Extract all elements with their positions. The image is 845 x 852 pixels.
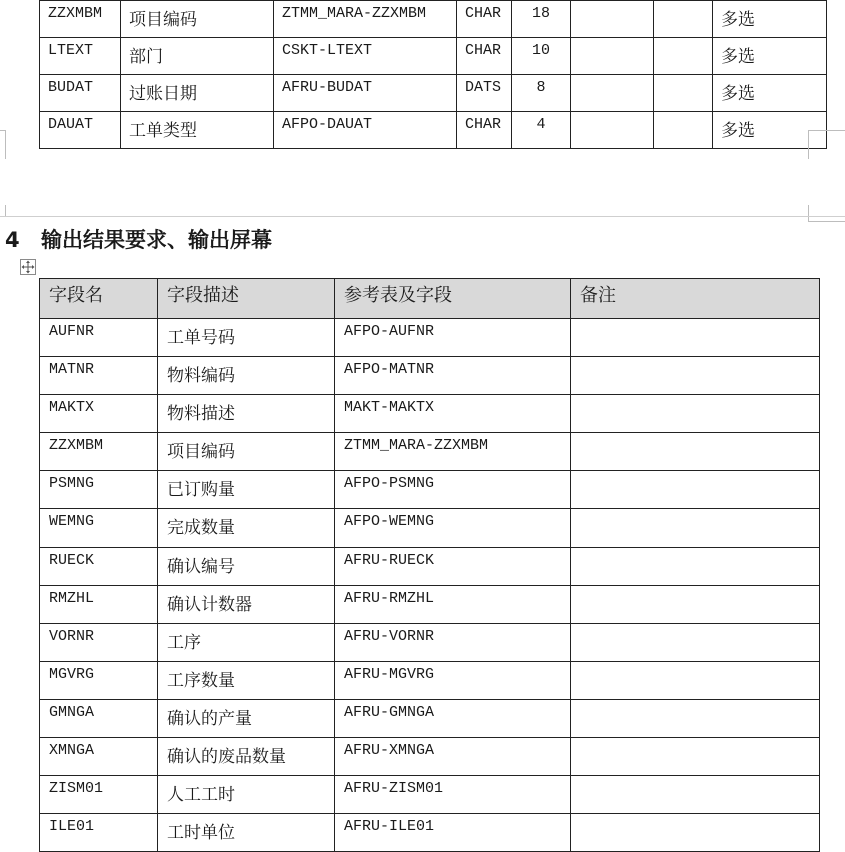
cell-col7 bbox=[654, 75, 713, 112]
cell-ref: AFRU-VORNR bbox=[335, 624, 571, 662]
cell-field: ZZXMBM bbox=[40, 1, 121, 38]
table-row bbox=[40, 776, 820, 814]
cell-note bbox=[571, 700, 820, 738]
table-row bbox=[40, 357, 820, 395]
header-reference: 参考表及字段 bbox=[335, 279, 571, 319]
table-row bbox=[40, 112, 827, 149]
cell-note bbox=[571, 814, 820, 852]
cell-desc: 部门 bbox=[121, 38, 274, 75]
table-row bbox=[40, 471, 820, 509]
cell-col7 bbox=[654, 38, 713, 75]
cell-ref: CSKT-LTEXT bbox=[274, 38, 457, 75]
section-number: 4 bbox=[5, 228, 20, 252]
table-row bbox=[40, 586, 820, 624]
cell-note bbox=[571, 624, 820, 662]
cell-note bbox=[571, 586, 820, 624]
cell-desc: 工单类型 bbox=[121, 112, 274, 149]
cell-ref: AFPO-PSMNG bbox=[335, 471, 571, 509]
cell-desc: 已订购量 bbox=[158, 471, 335, 509]
table-row bbox=[40, 395, 820, 433]
cell-note bbox=[571, 548, 820, 586]
cell-length: 8 bbox=[512, 75, 571, 112]
cell-ref: AFRU-ZISM01 bbox=[335, 776, 571, 814]
cell-ref: AFRU-ILE01 bbox=[335, 814, 571, 852]
cell-desc: 物料编码 bbox=[158, 357, 335, 395]
cell-field: XMNGA bbox=[40, 738, 158, 776]
cell-field: PSMNG bbox=[40, 471, 158, 509]
cell-desc: 确认的产量 bbox=[158, 700, 335, 738]
cell-field: DAUAT bbox=[40, 112, 121, 149]
cell-field: AUFNR bbox=[40, 319, 158, 357]
cell-ref: AFPO-WEMNG bbox=[335, 509, 571, 548]
page-corner-mark bbox=[808, 130, 845, 159]
cell-type: DATS bbox=[457, 75, 512, 112]
cell-col6 bbox=[571, 75, 654, 112]
cell-ref: AFRU-XMNGA bbox=[335, 738, 571, 776]
cell-length: 18 bbox=[512, 1, 571, 38]
table-row bbox=[40, 624, 820, 662]
cell-length: 10 bbox=[512, 38, 571, 75]
cell-ref: MAKT-MAKTX bbox=[335, 395, 571, 433]
cell-field: MAKTX bbox=[40, 395, 158, 433]
cell-note bbox=[571, 662, 820, 700]
cell-field: ZZXMBM bbox=[40, 433, 158, 471]
cell-type: CHAR bbox=[457, 38, 512, 75]
table-row bbox=[40, 319, 820, 357]
cell-field: VORNR bbox=[40, 624, 158, 662]
cell-desc: 确认计数器 bbox=[158, 586, 335, 624]
table-header-row bbox=[40, 279, 820, 319]
table-row bbox=[40, 1, 827, 38]
table-row bbox=[40, 509, 820, 548]
cell-field: BUDAT bbox=[40, 75, 121, 112]
cell-desc: 工序 bbox=[158, 624, 335, 662]
cell-desc: 工时单位 bbox=[158, 814, 335, 852]
cell-field: MGVRG bbox=[40, 662, 158, 700]
cell-field: WEMNG bbox=[40, 509, 158, 548]
cell-desc: 工单号码 bbox=[158, 319, 335, 357]
cell-ref: AFPO-MATNR bbox=[335, 357, 571, 395]
table-row bbox=[40, 38, 827, 75]
cell-select: 多选 bbox=[713, 38, 827, 75]
cell-ref: AFRU-MGVRG bbox=[335, 662, 571, 700]
section-title: 输出结果要求、输出屏幕 bbox=[41, 228, 272, 252]
table-row bbox=[40, 814, 820, 852]
cell-field: ILE01 bbox=[40, 814, 158, 852]
cell-ref: ZTMM_MARA-ZZXMBM bbox=[274, 1, 457, 38]
header-field-name: 字段名 bbox=[40, 279, 158, 319]
section-heading bbox=[5, 224, 272, 254]
table-row bbox=[40, 433, 820, 471]
move-arrows-icon[interactable] bbox=[20, 259, 36, 275]
cell-field: GMNGA bbox=[40, 700, 158, 738]
cell-ref: AFPO-DAUAT bbox=[274, 112, 457, 149]
cell-note bbox=[571, 776, 820, 814]
page-break-line bbox=[0, 216, 845, 217]
cell-desc: 工序数量 bbox=[158, 662, 335, 700]
cell-col6 bbox=[571, 1, 654, 38]
cell-desc: 完成数量 bbox=[158, 509, 335, 548]
cell-col7 bbox=[654, 1, 713, 38]
table-row bbox=[40, 738, 820, 776]
header-notes: 备注 bbox=[571, 279, 820, 319]
cell-col6 bbox=[571, 38, 654, 75]
cell-desc: 项目编码 bbox=[121, 1, 274, 38]
cell-type: CHAR bbox=[457, 112, 512, 149]
cell-note bbox=[571, 738, 820, 776]
cell-ref: AFRU-RUECK bbox=[335, 548, 571, 586]
cell-select: 多选 bbox=[713, 1, 827, 38]
cell-note bbox=[571, 319, 820, 357]
cell-field: RMZHL bbox=[40, 586, 158, 624]
page-corner-mark bbox=[808, 205, 845, 222]
cell-col7 bbox=[654, 112, 713, 149]
cell-ref: AFRU-RMZHL bbox=[335, 586, 571, 624]
table-row bbox=[40, 548, 820, 586]
cell-col6 bbox=[571, 112, 654, 149]
cell-desc: 人工工时 bbox=[158, 776, 335, 814]
cell-desc: 过账日期 bbox=[121, 75, 274, 112]
cell-note bbox=[571, 509, 820, 548]
cell-field: RUECK bbox=[40, 548, 158, 586]
cell-ref: AFRU-GMNGA bbox=[335, 700, 571, 738]
cell-field: LTEXT bbox=[40, 38, 121, 75]
cell-ref: AFPO-AUFNR bbox=[335, 319, 571, 357]
table-row bbox=[40, 662, 820, 700]
cell-desc: 物料描述 bbox=[158, 395, 335, 433]
cell-note bbox=[571, 433, 820, 471]
cell-select: 多选 bbox=[713, 112, 827, 149]
cell-field: ZISM01 bbox=[40, 776, 158, 814]
cell-ref: ZTMM_MARA-ZZXMBM bbox=[335, 433, 571, 471]
cell-field: MATNR bbox=[40, 357, 158, 395]
header-field-desc: 字段描述 bbox=[158, 279, 335, 319]
cell-desc: 项目编码 bbox=[158, 433, 335, 471]
page-corner-mark bbox=[0, 130, 6, 159]
cell-note bbox=[571, 471, 820, 509]
cell-desc: 确认编号 bbox=[158, 548, 335, 586]
cell-ref: AFRU-BUDAT bbox=[274, 75, 457, 112]
output-fields-table bbox=[39, 278, 820, 852]
cell-desc: 确认的废品数量 bbox=[158, 738, 335, 776]
cell-select: 多选 bbox=[713, 75, 827, 112]
table-row bbox=[40, 700, 820, 738]
cell-note bbox=[571, 357, 820, 395]
cell-note bbox=[571, 395, 820, 433]
cell-length: 4 bbox=[512, 112, 571, 149]
table-row bbox=[40, 75, 827, 112]
criteria-table bbox=[39, 0, 827, 149]
cell-type: CHAR bbox=[457, 1, 512, 38]
